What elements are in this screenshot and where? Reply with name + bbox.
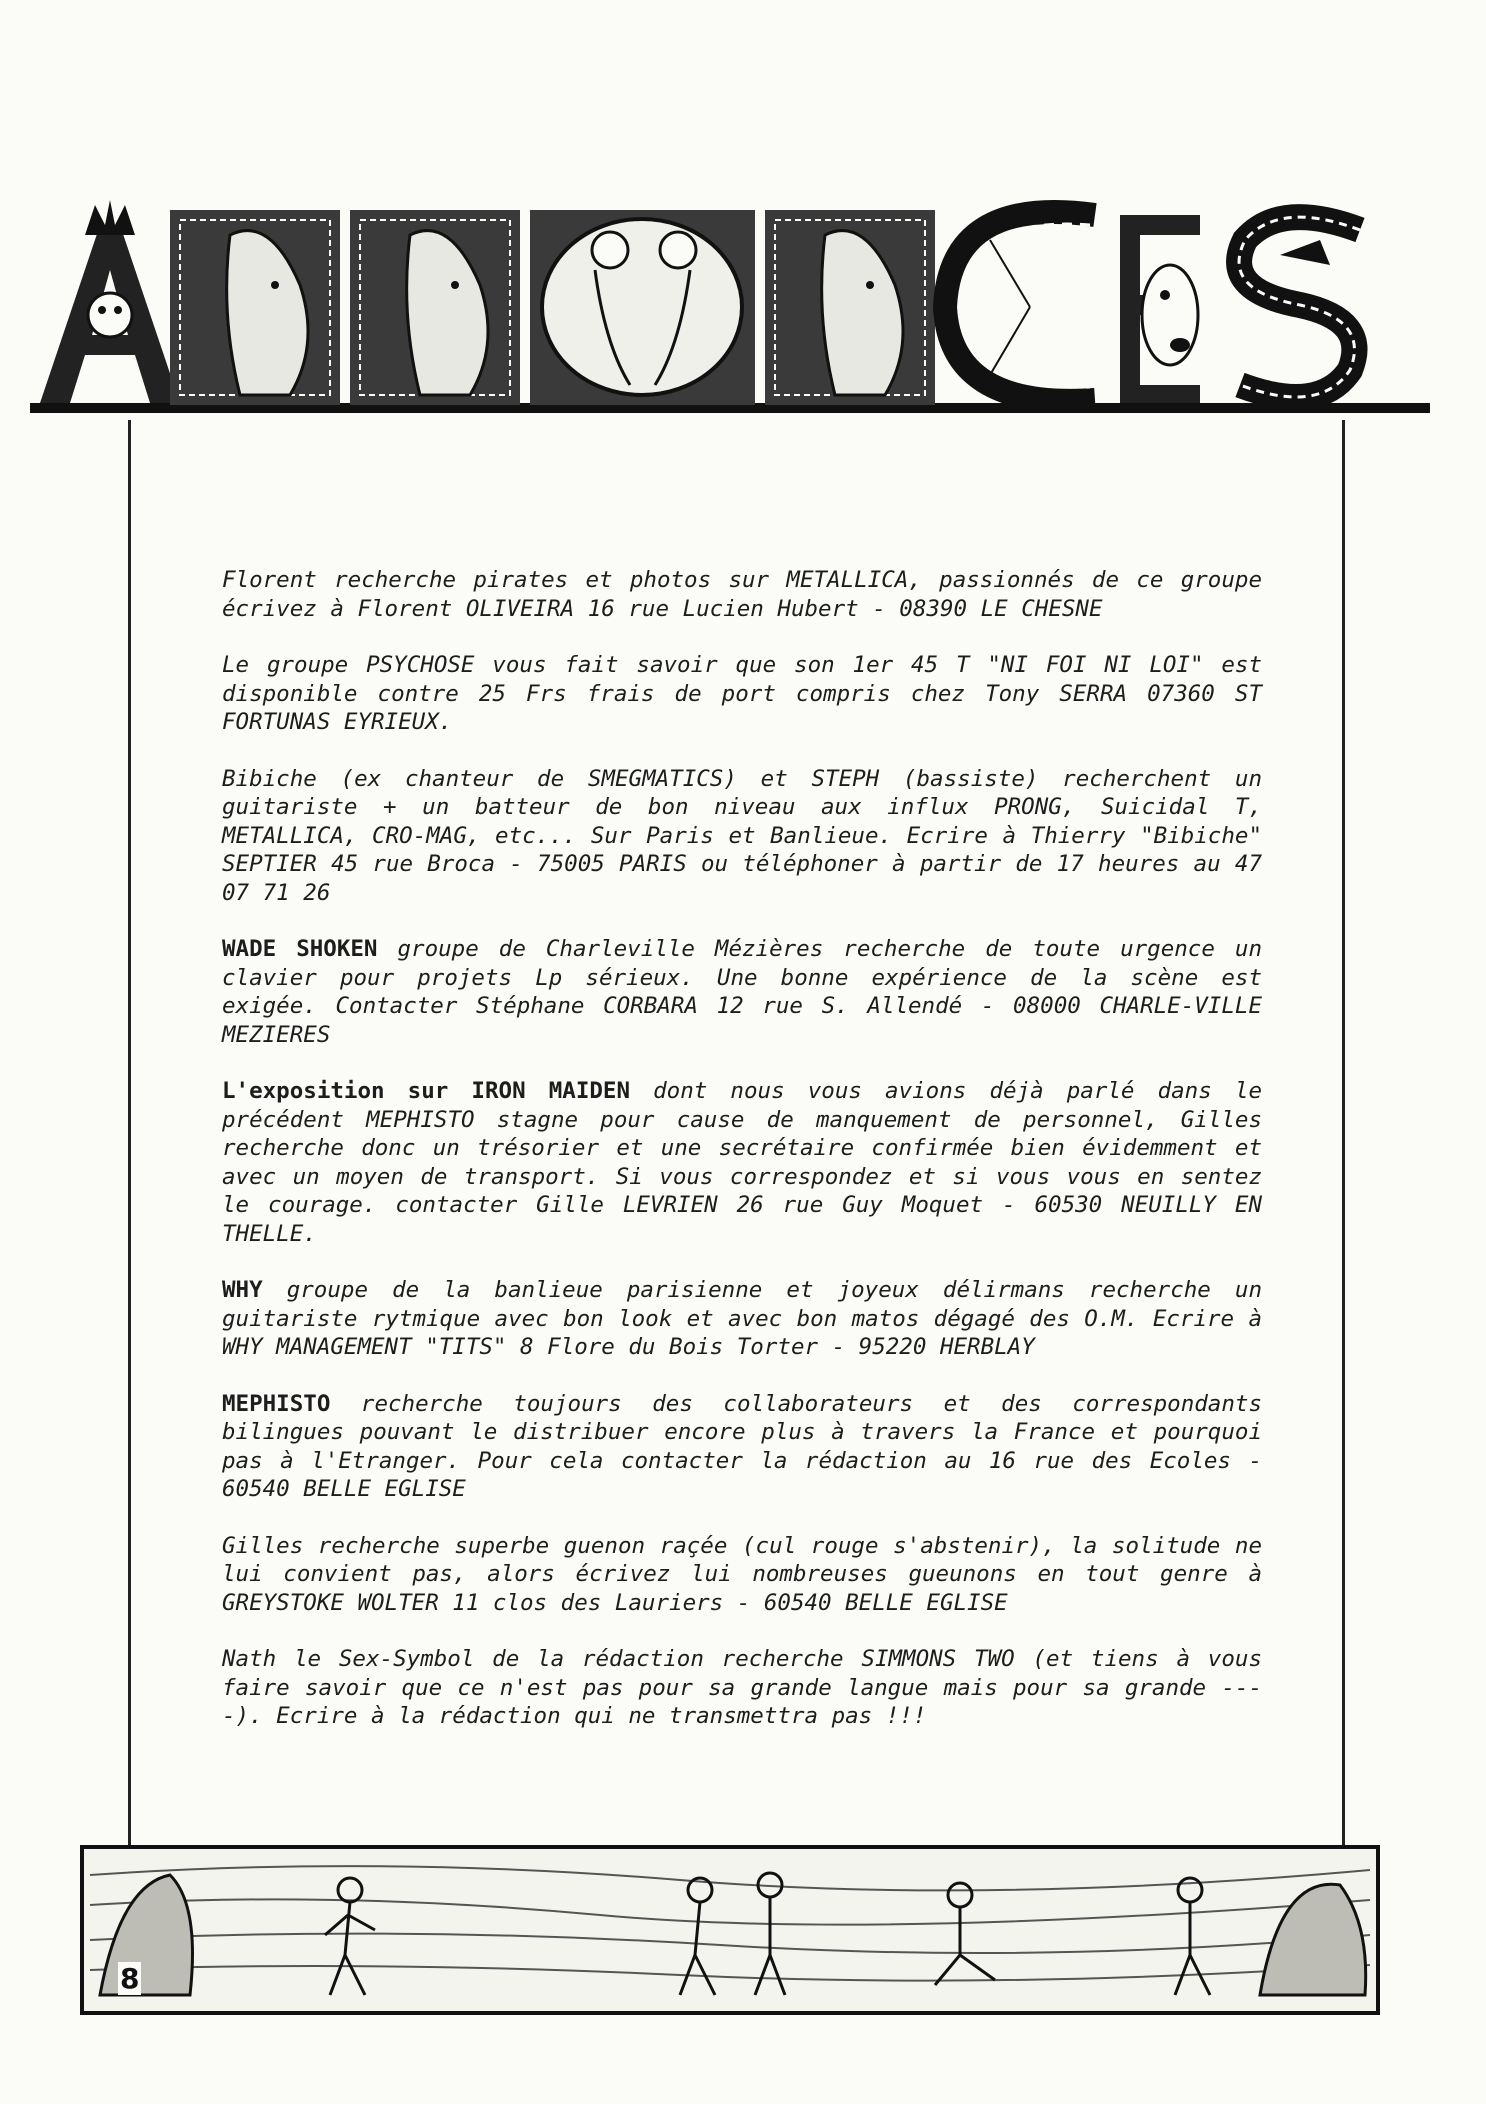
footer-illustration [80,1845,1380,2015]
ad-florent: Florent recherche pirates et photos sur METALLICA, passionnés de ce groupe écrivez à Florent OLIVEIRA 16 rue Lucien Hubert - 08390 LE CHESNE [222,567,1262,622]
ad-mephisto: MEPHISTO recherche toujours des collaborateurs et des correspondants bilingues pouvant le distribuer encore plus à travers la France et pourquoi pas à l'Etranger. Pour cela contacter la rédaction au 16 rue des Ecoles - 60540 BELLE EGLISE [222,1390,1262,1502]
frame-right-border [1342,420,1345,1850]
ad-gilles: Gilles recherche superbe guenon raçée (cul rouge s'abstenir), la solitude ne lui convient pas, alors écrivez lui nombreuses gueunons en tout genre à GREYSTOKE WOLTER 11 clos des Lauriers - 60540 BELLE EGLISE [222,1532,1262,1616]
page-title [30,195,1430,420]
page-number: 8 [120,1962,140,1995]
ad-wade-shoken: WADE SHOKEN groupe de Charleville Mézières recherche de toute urgence un clavier pour projets Lp sérieux. Une bonne expérience de la scène est exigée. Contacter Stéphane CORBARA 12 rue S. Allendé - 08000 CHARLE-VILLE MEZIERES [222,936,1262,1048]
ad-bibiche: Bibiche (ex chanteur de SMEGMATICS) et STEPH (bassiste) recherchent un guitariste + un batteur de bon niveau aux influx PRONG, Suicidal T, METALLICA, CRO-MAG, etc... Sur Paris et Banlieue. Ecrire à Thierry "Bibiche" SEPTIER 45 rue Broca - 75005 PARIS ou téléphoner à partir de 17 heures au 47 07 71 26 [222,765,1262,906]
classified-ads [222,566,1262,1759]
frame-left-border [128,420,131,1850]
ad-iron-maiden-exposition: L'exposition sur IRON MAIDEN dont nous vous avions déjà parlé dans le précédent MEPHISTO stagne pour cause de manquement de personnel, Gilles recherche donc un trésorier et une secrétaire confirmée bien évidemment et avec un moyen de transport. Si vous correspondez et si vous vous en sentez le courage. contacter Gille LEVRIEN 26 rue Guy Moquet - 60530 NEUILLY EN THELLE. [222,1078,1262,1247]
ad-nath: Nath le Sex-Symbol de la rédaction recherche SIMMONS TWO (et tiens à vous faire savoir que ce n'est pas pour sa grande langue mais pour sa grande ----). Ecrire à la rédaction qui ne transmettra pas !!! [222,1646,1262,1729]
ad-why: WHY groupe de la banlieue parisienne et joyeux délirmans recherche un guitariste rytmique avec bon look et avec bon matos dégagé des O.M. Ecrire à WHY MANAGEMENT "TITS" 8 Flore du Bois Torter - 95220 HERBLAY [222,1277,1262,1360]
annonces-banner [30,195,1430,420]
ad-psychose: Le groupe PSYCHOSE vous fait savoir que son 1er 45 T "NI FOI NI LOI" est disponible contre 25 Frs frais de port compris chez Tony SERRA 07360 ST FORTUNAS EYRIEUX. [222,652,1262,735]
